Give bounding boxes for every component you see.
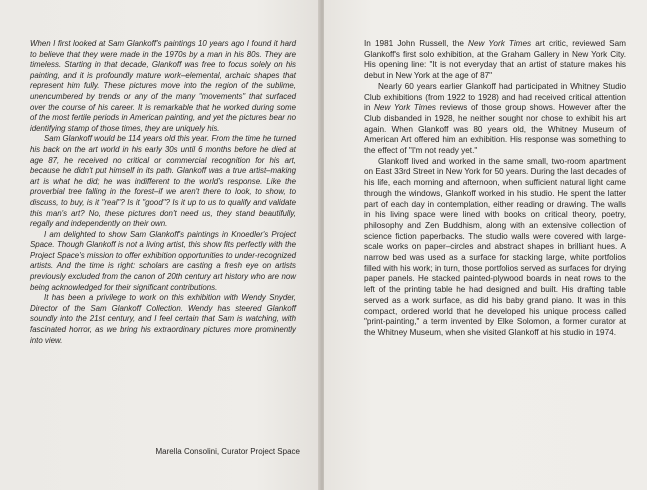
left-page: [0, 0, 320, 490]
right-p1-publication: New York Times: [468, 39, 532, 48]
left-paragraph-2: Sam Glankoff would be 114 years old this year. From the time he turned his back on the art world in his early 30s until 6 months before he died at age 87, he received no critical or commercial recognition for his art, because he didn't put himself in its path. Glankoff was a true artist–making art is what he did; he was indifferent to the world's response. Like the proverbial tree falling in the forest–if we aren't there to look, to show, to discuss, to buy, is it "real"? Is it "good"? Is it up to us to qualify and validate this man's art? No, these pictures don't need us, they stand beautifully, regally and independently on their own.: [30, 134, 296, 229]
right-paragraph-1: [364, 39, 626, 82]
right-p2-text-b: reviews of those group shows. However after the Club disbanded in 1928, he neither sought nor chose to exhibit his art again. When Glankoff was 80 years old, the Whitney Museum of American Art offered him an exhibition. His response was something to the effect of "I'm not ready yet.": [364, 103, 626, 156]
right-page-text: [364, 39, 626, 339]
right-p1-text-a: In 1981 John Russell, the: [364, 39, 469, 48]
right-paragraph-3: Glankoff lived and worked in the same small, two-room apartment on East 33rd Street in New York for 50 years. During the last decades of his life, each morning and afternoon, when sufficient natural light came through the windows, Glankoff worked in his studio. He spent the latter part of each day in contemplation, either reading or drawing. The walls in his living space were lined with books on critical theory, poetry, philosophy and Zen Buddhism, along with an extensive collection of science fiction paperbacks. The studio walls were covered with large-scale works on paper–circles and abstract shapes in brilliant hues. A narrow bed was used as a surface for stacking large, white portfolios filled with his work; in turn, those portfolios served as surfaces for drying paper panels. He stacked painted-plywood boards in neat rows to the left of the printing table he had designed and built. His drafting table served as a work surface, as did his baby grand piano. It was in this compact, ordered world that he developed his unique process called "print-painting," a term invented by Elke Solomon, a former curator at the Whitney Museum, when she visited Glankoff at his studio in 1974.: [364, 156, 626, 337]
left-paragraph-4: It has been a privilege to work on this exhibition with Wendy Snyder, Director of the Sam Glankoff Collection. Wendy has steered Glankoff soundly into the 21st century, and I feel certain that Sam is watching, with fascinated horror, as we bring his extraordinary pictures more prominently into view.: [30, 293, 296, 345]
right-p2-text-a: Nearly 60 years earlier Glankoff had participated in Whitney Studio Club exhibitions (from 1922 to 1928) and had received critical attention in: [364, 81, 626, 113]
left-page-text: [30, 39, 296, 346]
right-p1-text-b: art critic, reviewed Sam Glankoff's first solo exhibition, at the Graham Gallery in New York City. His opening line: "It is not everyday that an artist of stature makes his debut in New York at the age of 87": [364, 39, 626, 81]
right-page: [324, 0, 647, 490]
left-paragraph-3: I am delighted to show Sam Glankoff's paintings in Knoedler's Project Space. Though Glankoff is not a living artist, this show fits perfectly with the Project Space's mission to offer exhibition opportunities to under-recognized artists. And the time is right: scholars are casting a fresh eye on artists previously excluded from the canon of 20th century art history who are now being acknowledged for their significant contributions.: [30, 229, 296, 292]
left-paragraph-1: When I first looked at Sam Glankoff's paintings 10 years ago I found it hard to believe that they were made in the 1970s by a man in his 80s. They are timeless. Starting in that decade, Glankoff was free to focus solely on his painting, and it is profoundly mature work–elemental, archaic shapes that represent him fully. These pictures move into the region of the sublime, unencumbered by trends or any of the many "movements" that surfaced over the course of his career. It is remarkable that he worked during some of the most fertile periods in American painting, and yet the pictures bear no identifying stamp of those times, they are uniquely his.: [30, 39, 296, 133]
right-paragraph-2: [364, 82, 626, 157]
right-p2-publication: New York Times: [373, 103, 437, 113]
signature-line: Marella Consolini, Curator Project Space: [155, 447, 300, 456]
